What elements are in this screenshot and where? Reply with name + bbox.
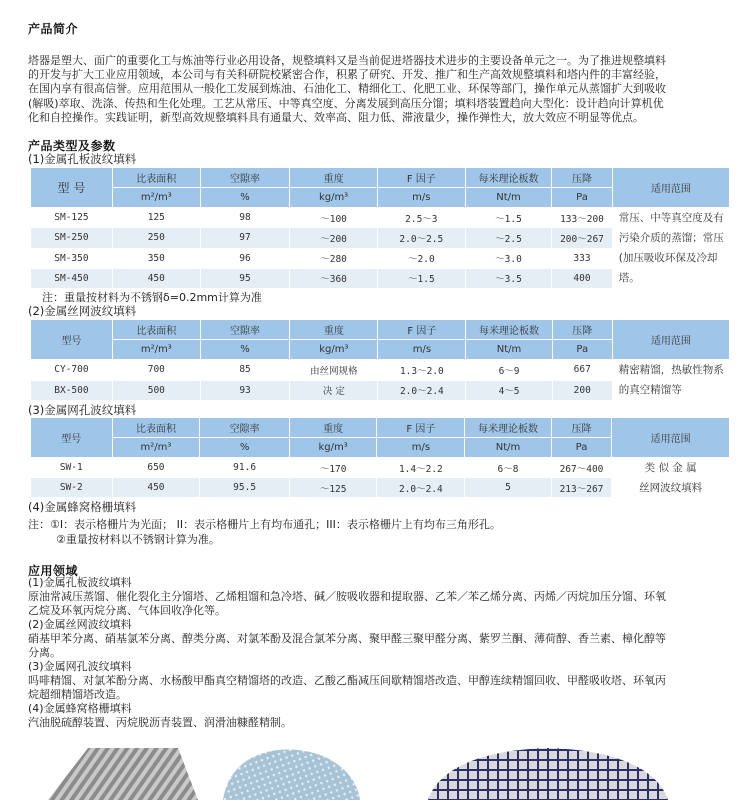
perforated-plate-image (48, 748, 198, 800)
cell: 由丝网规格 (290, 360, 377, 380)
cell: 96 (201, 249, 290, 268)
col-weight: 重度 (290, 168, 377, 187)
table4-caption: (4)金属蜂窝格栅填料 (28, 500, 137, 514)
table2-caption: (2)金属丝网波纹填料 (28, 304, 137, 318)
table1-caption: (1)金属孔板波纹填料 (28, 152, 137, 166)
app-title: (4)金属蜂窝格栅填料 (28, 702, 132, 715)
cell: 6～8 (465, 458, 550, 477)
col-model: 型号 (31, 418, 112, 457)
table-row (31, 208, 729, 227)
unit: % (201, 188, 290, 207)
application-range: 精密精馏，热敏性物系的真空精馏等 (613, 360, 729, 400)
intro-line: 化和自控操作。实践证明，新型高效规整填料具有通量大、效率高、阻力低、滞液量少，操作弹性大，放大效应不明显等优点。 (28, 110, 644, 124)
cell: 85 (201, 360, 290, 380)
intro-line: 的开发与扩大工业应用领域，本公司与有关科研院校紧密合作，积累了研究、开发、推广和生产高效规整填料和塔内件的丰富经验， (28, 68, 666, 82)
intro-paragraph (28, 54, 728, 125)
unit: m/s (378, 340, 465, 359)
unit: Nt/m (466, 340, 551, 359)
cell: ～2.0 (378, 249, 465, 268)
packing-illustrations (28, 740, 728, 800)
cell: 91.6 (200, 458, 289, 477)
unit: Pa (552, 188, 612, 207)
cell: 95.5 (200, 478, 289, 497)
cell: 97 (201, 228, 290, 247)
cell: 4～5 (466, 381, 551, 401)
col-weight: 重度 (290, 418, 377, 437)
col-f-factor: F 因子 (378, 168, 465, 187)
unit: m/s (377, 438, 464, 457)
cell: 500 (113, 381, 200, 401)
app-line: 烷超细精馏塔改造。 (28, 688, 127, 701)
col-surface: 比表面积 (113, 320, 200, 339)
unit: % (200, 438, 289, 457)
app-title: (2)金属丝网波纹填料 (28, 618, 132, 631)
cell: 2.5～3 (378, 208, 465, 227)
cell: 333 (552, 249, 612, 268)
cell: 267～400 (552, 458, 612, 477)
application-range: 常压、中等真空度及有污染介质的蒸馏；常压(加压吸收环保及冷却塔。 (613, 208, 729, 288)
cell: ～1.5 (466, 208, 551, 227)
cell: 2.0～2.4 (377, 478, 464, 497)
cell: 133～200 (552, 208, 612, 227)
cell: 200 (553, 381, 612, 401)
cell: 1.4～2.2 (377, 458, 464, 477)
cell: 125 (113, 208, 200, 227)
honeycomb-grid-image (428, 748, 668, 800)
cell: 2.0～2.4 (378, 381, 465, 401)
cell: 213～267 (552, 478, 612, 497)
col-plates: 每米理论板数 (465, 418, 550, 437)
cell: 450 (113, 478, 200, 497)
table-wire-gauze (30, 319, 730, 401)
cell: SM-450 (31, 269, 112, 288)
col-range: 适用范围 (613, 320, 729, 359)
unit: m²/m³ (113, 340, 200, 359)
cell: ～125 (290, 478, 377, 497)
unit: m²/m³ (113, 188, 200, 207)
cell: 400 (552, 269, 612, 288)
cell: SM-350 (31, 249, 112, 268)
cell: 200～267 (552, 228, 612, 247)
app-line: 乙烷及环氧丙烷分离、气体回收净化等。 (28, 604, 226, 617)
cell: 6～9 (466, 360, 551, 380)
col-void: 空隙率 (200, 418, 289, 437)
apps-list (28, 576, 728, 730)
cell: SW-2 (31, 478, 112, 497)
cell: CY-700 (31, 360, 112, 380)
application-range: 丝网波纹填料 (612, 478, 729, 497)
cell: 450 (113, 269, 200, 288)
col-model: 型 号 (31, 168, 112, 207)
cell: 2.0～2.5 (378, 228, 465, 247)
application-range: 类 似 金 属 (612, 458, 729, 477)
col-f-factor: F 因子 (378, 320, 465, 339)
cell: ～3.0 (466, 249, 551, 268)
unit: m/s (378, 188, 465, 207)
cell: ～200 (290, 228, 377, 247)
app-line: 汽油脱硫醇装置、丙烷脱沥青装置、润滑油糠醛精制。 (28, 716, 292, 729)
col-pressure: 压降 (553, 320, 612, 339)
cell: 93 (201, 381, 290, 401)
col-void: 空隙率 (201, 320, 290, 339)
cell: 5 (465, 478, 550, 497)
table-perforated-plate (30, 167, 730, 289)
cell: 650 (113, 458, 200, 477)
unit: m²/m³ (113, 438, 200, 457)
table-mesh-plate (30, 417, 730, 498)
cell: SM-125 (31, 208, 112, 227)
col-plates: 每米理论板数 (466, 168, 551, 187)
cell: 700 (113, 360, 200, 380)
table-row (31, 360, 729, 380)
col-plates: 每米理论板数 (466, 320, 551, 339)
intro-line: 在国内享有很高信誉。应用范围从一般化工发展到炼油、石油化工、精细化工、化肥工业、环保等部门，操作单元从蒸馏扩大到吸收 (28, 82, 666, 96)
cell: 1.3～2.0 (378, 360, 465, 380)
unit: Pa (552, 438, 612, 457)
types-heading: 产品类型及参数 (28, 139, 116, 153)
table3-caption: (3)金属网孔波纹填料 (28, 403, 137, 417)
cell: 98 (201, 208, 290, 227)
col-weight: 重度 (290, 320, 377, 339)
cell: 667 (553, 360, 612, 380)
unit: Pa (553, 340, 612, 359)
col-surface: 比表面积 (113, 168, 200, 187)
cell: 250 (113, 228, 200, 247)
unit: kg/m³ (290, 188, 377, 207)
col-surface: 比表面积 (113, 418, 200, 437)
app-line: 原油常减压蒸馏、催化裂化主分馏塔、乙烯粗馏和急冷塔、碱／胺吸收器和提取器、乙苯／苯乙烯分离、丙烯／丙烷加压分馏、环氧 (28, 590, 666, 603)
cell: ～360 (290, 269, 377, 288)
unit: Nt/m (466, 188, 551, 207)
cell: SM-250 (31, 228, 112, 247)
col-model: 型号 (31, 320, 112, 359)
app-title: (3)金属网孔波纹填料 (28, 660, 132, 673)
col-range: 适用范围 (612, 418, 729, 457)
mesh-packing-image (223, 749, 360, 800)
unit: % (201, 340, 290, 359)
app-line: 分离。 (28, 646, 61, 659)
cell: ～3.5 (466, 269, 551, 288)
honeycomb-note-2: ②重量按材料以不锈钢计算为准。 (56, 533, 220, 546)
intro-heading: 产品简介 (28, 22, 79, 36)
cell: SW-1 (31, 458, 112, 477)
unit: Nt/m (465, 438, 550, 457)
col-pressure: 压降 (552, 418, 612, 437)
unit: kg/m³ (290, 340, 377, 359)
col-f-factor: F 因子 (377, 418, 464, 437)
app-title: (1)金属孔板波纹填料 (28, 576, 132, 589)
cell: 决 定 (290, 381, 377, 401)
col-void: 空隙率 (201, 168, 290, 187)
col-pressure: 压降 (552, 168, 612, 187)
cell: BX-500 (31, 381, 112, 401)
product-photos (28, 740, 728, 800)
intro-line: 塔器是塑大、面广的重要化工与炼油等行业必用设备，规整填料又是当前促进塔器技术进步的主要设备单元之一。为了推进规整填料 (28, 54, 666, 67)
app-line: 硝基甲苯分离、硝基氯苯分离、醇类分离、对氯苯酚及混合氯苯分离、聚甲醛三聚甲醛分离、紫罗兰酮、薄荷醇、香兰素、樟化醇等 (28, 632, 666, 645)
col-range: 适用范围 (613, 168, 729, 207)
cell: ～280 (290, 249, 377, 268)
table-row (31, 458, 729, 477)
table1-note: 注：重量按材料为不锈钢δ=0.2mm计算为准 (42, 291, 262, 304)
honeycomb-note-1: 注：①I：表示格栅片为光面； II：表示格栅片上有均布通孔；III：表示格栅片上有均布三角形孔。 (28, 518, 501, 531)
cell: 350 (113, 249, 200, 268)
cell: ～1.5 (378, 269, 465, 288)
cell: ～170 (290, 458, 377, 477)
app-line: 吗啡精馏、对氯苯酚分离、水杨酸甲酯真空精馏塔的改造、乙酸乙酯减压间歇精馏塔改造、甲醇连续精馏回收、甲醛吸收塔、环氧丙 (28, 674, 666, 687)
intro-line: (解吸)萃取、洗涤、传热和生化处理。工艺从常压、中等真空度、分离发展到高压分馏；填料塔装置趋向大型化：设计趋向计算机优 (28, 96, 664, 110)
apps-heading: 应用领域 (28, 564, 79, 578)
table-row (31, 478, 729, 497)
cell: ～2.5 (466, 228, 551, 247)
unit: kg/m³ (290, 438, 377, 457)
cell: ～100 (290, 208, 377, 227)
cell: 95 (201, 269, 290, 288)
